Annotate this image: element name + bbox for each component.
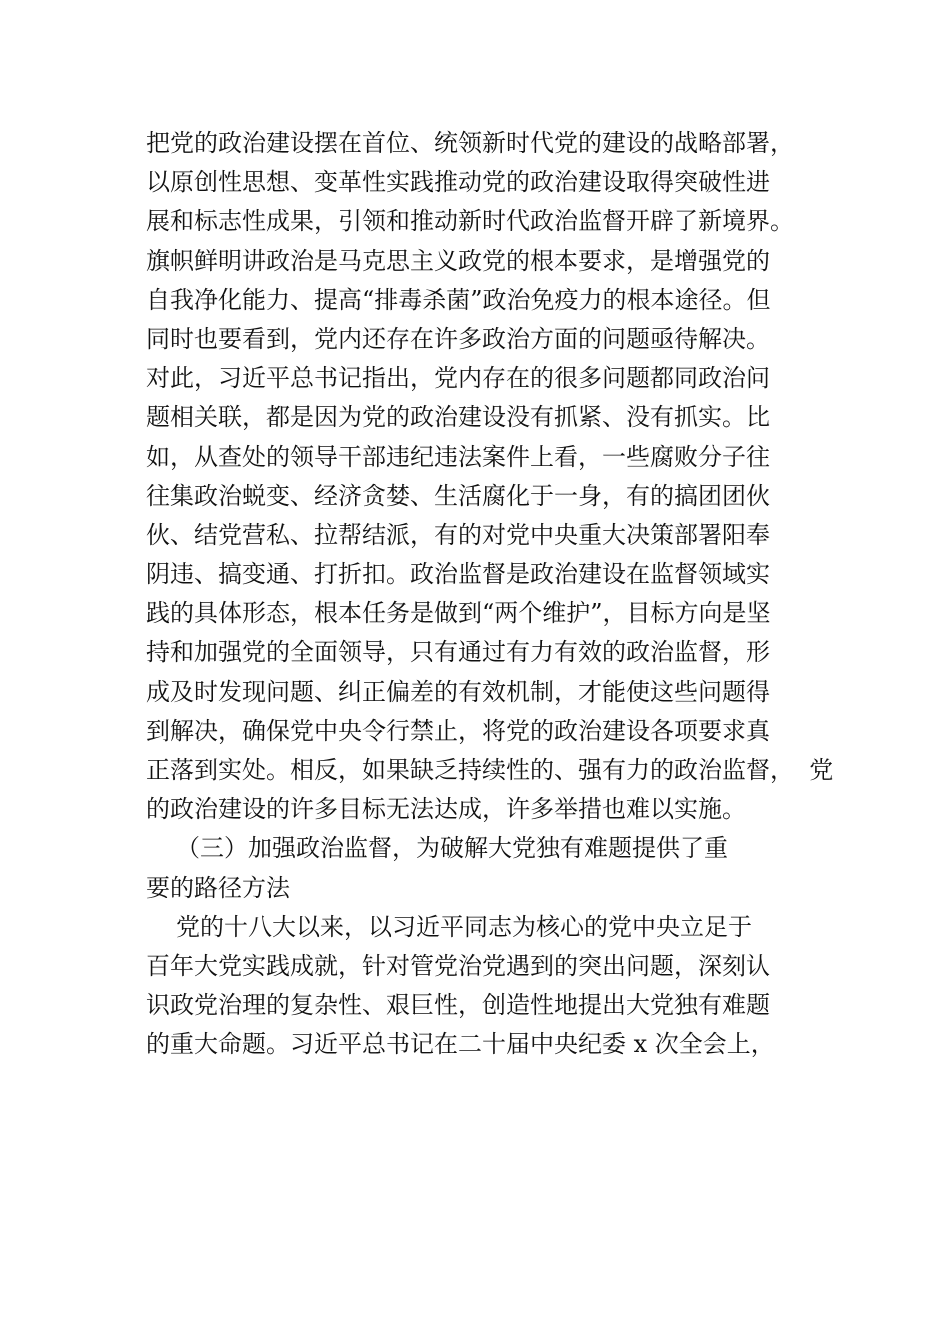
- paragraph-line: 伙、结党营私、拉帮结派，有的对党中央重大决策部署阳奉: [146, 520, 770, 549]
- paragraph-line: 以原创性思想、变革性实践推动党的政治建设取得突破性进: [146, 168, 770, 197]
- section-heading-line: 要的路径方法: [146, 873, 290, 902]
- paragraph-line: 阴违、搞变通、打折扣。政治监督是政治建设在监督领域实: [146, 560, 770, 589]
- paragraph-line: 往集政治蜕变、经济贪婪、生活腐化于一身，有的搞团团伙: [146, 481, 770, 510]
- paragraph-line: 百年大党实践成就，针对管党治党遇到的突出问题，深刻认: [146, 951, 770, 980]
- document-body: [146, 124, 836, 1065]
- paragraph-line: 成及时发现问题、纠正偏差的有效机制，才能使这些问题得: [146, 677, 770, 706]
- paragraph-line: 到解决，确保党中央令行禁止，将党的政治建设各项要求真: [146, 716, 770, 745]
- paragraph-line: 旗帜鲜明讲政治是马克思主义政党的根本要求，是增强党的: [146, 246, 770, 275]
- paragraph-line: 践的具体形态，根本任务是做到“两个维护”，目标方向是坚: [146, 599, 771, 628]
- paragraph-line: 持和加强党的全面领导，只有通过有力有效的政治监督，形: [146, 638, 770, 667]
- paragraph-line: 展和标志性成果，引领和推动新时代政治监督开辟了新境界。: [146, 207, 794, 236]
- paragraph-line: 正落到实处。相反，如果缺乏持续性的、强有力的政治监督， 党: [146, 756, 834, 784]
- paragraph-line: 的重大命题。习近平总书记在二十届中央纪委 x 次全会上，: [146, 1030, 775, 1059]
- paragraph-line: 题相关联，都是因为党的政治建设没有抓紧、没有抓实。比: [146, 403, 770, 432]
- paragraph-line: 同时也要看到，党内还存在许多政治方面的问题亟待解决。: [146, 324, 770, 353]
- section-heading-line: （三）加强政治监督，为破解大党独有难题提供了重: [176, 834, 728, 863]
- paragraph-line: 识政党治理的复杂性、艰巨性，创造性地提出大党独有难题: [146, 991, 770, 1020]
- paragraph-line: 对此，习近平总书记指出，党内存在的很多问题都同政治问: [146, 364, 770, 393]
- paragraph-line: 如，从查处的领导干部违纪违法案件上看，一些腐败分子往: [146, 442, 770, 471]
- paragraph-line: 把党的政治建设摆在首位、统领新时代党的建设的战略部署，: [146, 129, 794, 157]
- paragraph-line: 自我净化能力、提高“排毒杀菌”政治免疫力的根本途径。但: [146, 285, 771, 314]
- paragraph-line: 党的十八大以来，以习近平同志为核心的党中央立足于: [176, 912, 752, 941]
- paragraph-line: 的政治建设的许多目标无法达成，许多举措也难以实施。: [146, 795, 746, 824]
